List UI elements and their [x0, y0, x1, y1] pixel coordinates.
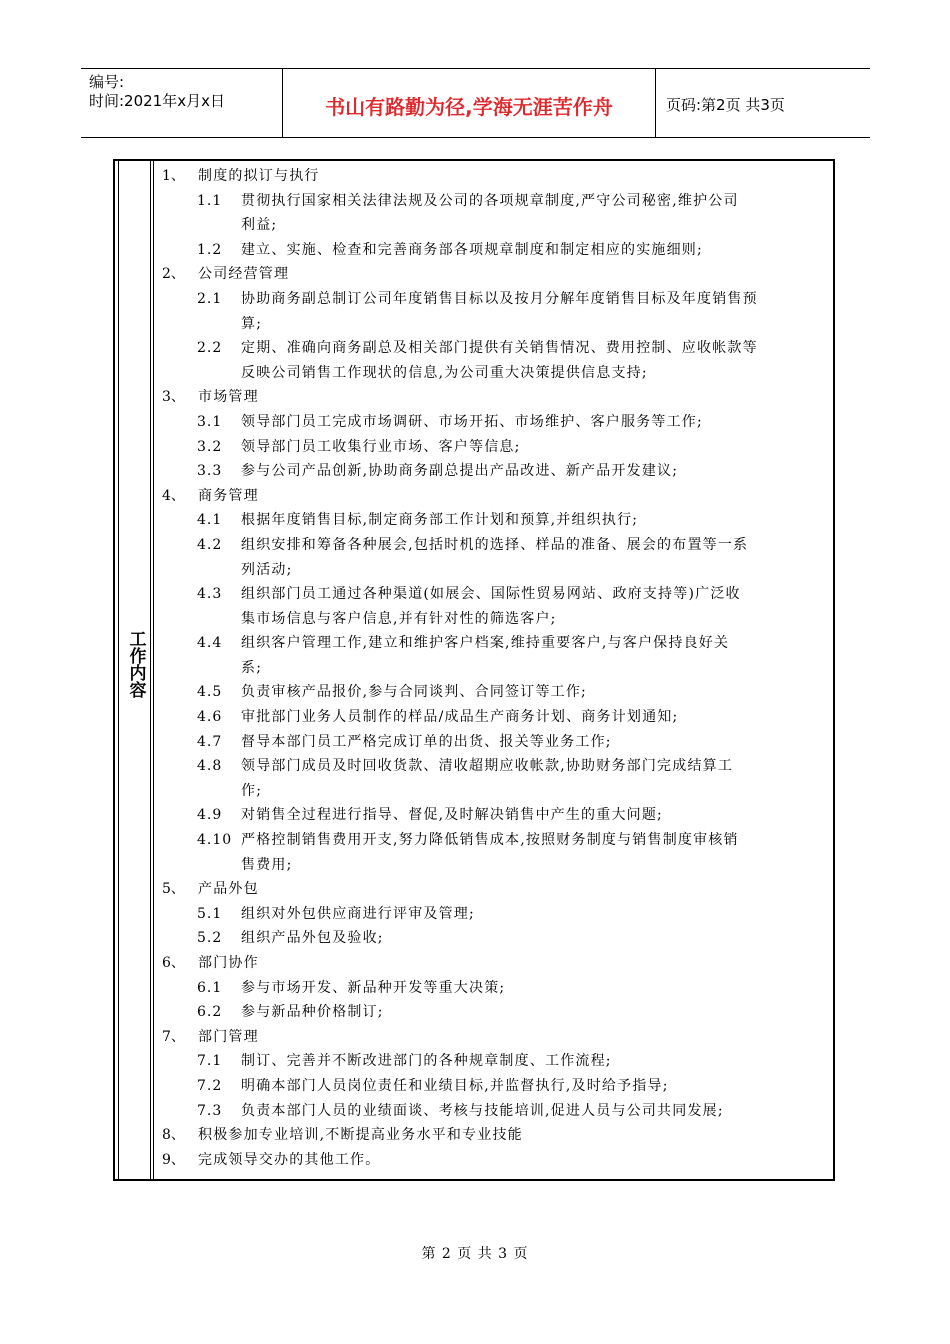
- item-number: 4.3: [197, 586, 223, 603]
- list-item-continuation: [162, 558, 821, 583]
- content-cell: [154, 161, 833, 1179]
- item-number: 6、: [162, 955, 185, 971]
- section-heading: [162, 262, 821, 287]
- list-item: [162, 459, 821, 484]
- item-text: 市场管理: [198, 389, 259, 406]
- item-number: 9、: [162, 1151, 185, 1168]
- item-number: 3.3: [197, 463, 223, 480]
- item-text: 明确本部门人员岗位责任和业绩目标,并监督执行,及时给予指导;: [241, 1077, 669, 1094]
- item-text: 组织安排和筹备各种展会,包括时机的选择、样品的准备、展会的布置等一系: [241, 536, 749, 553]
- item-text: 商务管理: [198, 487, 259, 504]
- number-label: 编号:: [89, 73, 125, 91]
- section-heading: [162, 164, 821, 189]
- page-footer: 第 2 页 共 3 页: [421, 1246, 529, 1262]
- item-number: 4.9: [197, 807, 223, 824]
- item-text: 公司经营管理: [198, 266, 290, 283]
- item-text: 严格控制销售费用开支,努力降低销售成本,按照财务制度与销售制度审核销: [241, 832, 739, 849]
- list-item: [162, 508, 821, 533]
- item-text: 根据年度销售目标,制定商务部工作计划和预算,并组织执行;: [241, 512, 639, 529]
- item-text: 参与市场开发、新品种开发等重大决策;: [241, 979, 506, 996]
- item-text: 负责本部门人员的业绩面谈、考核与技能培训,促进人员与公司共同发展;: [241, 1102, 724, 1119]
- item-number: 7.1: [197, 1053, 223, 1070]
- item-number: 4.10: [197, 832, 233, 849]
- item-text: 积极参加专业培训,不断提高业务水平和专业技能: [198, 1127, 523, 1144]
- item-text: 领导部门成员及时回收货款、清收超期应收帐款,协助财务部门完成结算工: [241, 758, 734, 775]
- section-heading: [162, 951, 821, 976]
- header-meta: [81, 69, 283, 137]
- item-text: 列活动;: [241, 561, 293, 578]
- item-text: 建立、实施、检查和完善商务部各项规章制度和制定相应的实施细则;: [241, 241, 703, 258]
- item-text: 部门管理: [198, 1028, 259, 1045]
- list-item: [162, 1074, 821, 1099]
- section-heading: [162, 1123, 821, 1148]
- list-item: [162, 803, 821, 828]
- list-item-continuation: [162, 656, 821, 681]
- item-number: 4、: [162, 487, 185, 504]
- item-text: 部门协作: [198, 955, 259, 971]
- list-item-continuation: [162, 361, 821, 386]
- item-number: 3.2: [197, 438, 223, 455]
- item-number: 6.2: [197, 1004, 223, 1021]
- list-item: [162, 828, 821, 853]
- section-heading: [162, 385, 821, 410]
- section-heading: [162, 1148, 821, 1173]
- list-item: [162, 1049, 821, 1074]
- page-header: [81, 68, 870, 138]
- item-number: 4.4: [197, 635, 223, 652]
- item-text: 完成领导交办的其他工作。: [198, 1151, 381, 1168]
- item-text: 产品外包: [198, 881, 259, 898]
- item-text: 组织部门员工通过各种渠道(如展会、国际性贸易网站、政府支持等)广泛收: [241, 586, 741, 603]
- list-item: [162, 287, 821, 312]
- item-number: 5.1: [197, 905, 223, 922]
- list-item: [162, 1000, 821, 1025]
- list-item-continuation: [162, 779, 821, 804]
- item-number: 2.1: [197, 290, 223, 307]
- item-number: 7.3: [197, 1102, 223, 1119]
- item-text: 组织对外包供应商进行评审及管理;: [241, 905, 475, 922]
- item-text: 督导本部门员工严格完成订单的出货、报关等业务工作;: [241, 733, 612, 750]
- item-number: 5、: [162, 881, 185, 898]
- list-item-continuation: [162, 607, 821, 632]
- section-heading: [162, 877, 821, 902]
- item-number: 1.2: [197, 241, 223, 258]
- item-number: 2.2: [197, 340, 223, 357]
- item-text: 制订、完善并不断改进部门的各种规章制度、工作流程;: [241, 1053, 612, 1070]
- item-number: 4.8: [197, 758, 223, 775]
- item-number: 6.1: [197, 979, 223, 996]
- section-heading: [162, 484, 821, 509]
- item-number: 4.5: [197, 684, 223, 701]
- list-item: [162, 976, 821, 1001]
- item-text: 反映公司销售工作现状的信息,为公司重大决策提供信息支持;: [241, 364, 648, 381]
- list-item: [162, 680, 821, 705]
- item-text: 负责审核产品报价,参与合同谈判、合同签订等工作;: [241, 684, 587, 701]
- item-text: 算;: [241, 315, 263, 332]
- item-number: 2、: [162, 266, 185, 283]
- section-label: 工作内容: [125, 630, 146, 698]
- item-number: 3.1: [197, 413, 223, 430]
- header-page-info: 页码:第2页 共3页: [666, 95, 785, 114]
- item-number: 4.1: [197, 512, 223, 529]
- list-item: [162, 705, 821, 730]
- list-item: [162, 189, 821, 214]
- list-item: [162, 631, 821, 656]
- date-label: 时间:2021年x月x日: [89, 92, 225, 110]
- item-text: 作;: [241, 782, 263, 799]
- list-item: [162, 336, 821, 361]
- header-motto: 书山有路勤为径,学海无涯苦作舟: [283, 69, 656, 137]
- label-column: [115, 161, 154, 1179]
- item-number: 8、: [162, 1127, 185, 1144]
- item-text: 制度的拟订与执行: [198, 168, 320, 184]
- item-number: 1、: [162, 168, 185, 184]
- list-item: [162, 410, 821, 435]
- item-text: 利益;: [241, 217, 278, 234]
- item-text: 系;: [241, 659, 263, 676]
- job-content-table: [113, 159, 835, 1181]
- list-item-continuation: [162, 312, 821, 337]
- item-text: 集市场信息与客户信息,并有针对性的筛选客户;: [241, 610, 557, 627]
- list-item-continuation: [162, 213, 821, 238]
- list-item: [162, 435, 821, 460]
- list-item: [162, 754, 821, 779]
- list-item: [162, 926, 821, 951]
- item-text: 对销售全过程进行指导、督促,及时解决销售中产生的重大问题;: [241, 807, 663, 824]
- item-number: 4.2: [197, 536, 223, 553]
- item-number: 5.2: [197, 930, 223, 947]
- item-number: 1.1: [197, 192, 223, 209]
- label-cell: [118, 161, 151, 1179]
- item-number: 3、: [162, 389, 185, 406]
- item-text: 定期、准确向商务副总及相关部门提供有关销售情况、费用控制、应收帐款等: [241, 340, 758, 357]
- item-text: 审批部门业务人员制作的样品/成品生产商务计划、商务计划通知;: [241, 709, 679, 726]
- list-item: [162, 730, 821, 755]
- item-text: 组织产品外包及验收;: [241, 930, 384, 947]
- item-text: 参与新品种价格制订;: [241, 1004, 384, 1021]
- list-item: [162, 582, 821, 607]
- list-item: [162, 533, 821, 558]
- item-number: 4.7: [197, 733, 223, 750]
- item-number: 7、: [162, 1028, 185, 1045]
- item-text: 参与公司产品创新,协助商务副总提出产品改进、新产品开发建议;: [241, 463, 679, 480]
- list-item-continuation: [162, 853, 821, 878]
- list-item: [162, 902, 821, 927]
- item-number: 7.2: [197, 1077, 223, 1094]
- item-text: 领导部门员工收集行业市场、客户等信息;: [241, 438, 521, 455]
- list-item: [162, 238, 821, 263]
- item-text: 售费用;: [241, 856, 293, 873]
- item-number: 4.6: [197, 709, 223, 726]
- item-text: 贯彻执行国家相关法律法规及公司的各项规章制度,严守公司秘密,维护公司: [241, 192, 739, 209]
- section-heading: [162, 1025, 821, 1050]
- list-item: [162, 1099, 821, 1124]
- item-text: 协助商务副总制订公司年度销售目标以及按月分解年度销售目标及年度销售预: [241, 290, 758, 307]
- item-text: 组织客户管理工作,建立和维护客户档案,维持重要客户,与客户保持良好关: [241, 635, 730, 652]
- item-text: 领导部门员工完成市场调研、市场开拓、市场维护、客户服务等工作;: [241, 413, 703, 430]
